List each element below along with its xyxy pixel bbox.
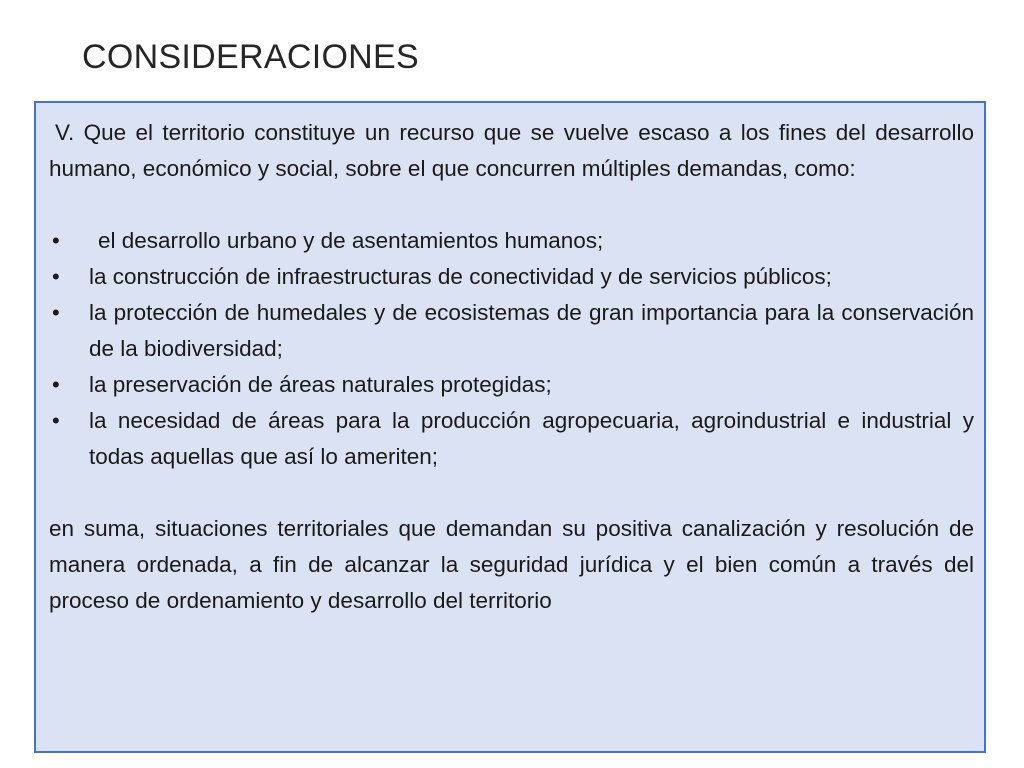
list-item-text: la necesidad de áreas para la producción agropecuaria, agroindustrial e industrial y todas aquellas que así lo ameriten;	[89, 408, 974, 469]
bullet-icon: •	[52, 372, 60, 397]
bullet-icon: •	[52, 300, 60, 325]
list-item	[49, 367, 974, 403]
list-item	[49, 223, 974, 259]
list-item-text: la preservación de áreas naturales protegidas;	[89, 372, 552, 397]
conclusion-paragraph: en suma, situaciones territoriales que demandan su positiva canalización y resolución de manera ordenada, a fin de alcanzar la seguridad jurídica y el bien común a través del proceso de ordenamiento y desarrollo del territorio	[49, 516, 974, 613]
list-item	[49, 295, 974, 367]
list-item-text: la protección de humedales y de ecosistemas de gran importancia para la conservación de la biodiversidad;	[89, 300, 974, 361]
list-item	[49, 259, 974, 295]
paragraph-spacer	[49, 475, 974, 511]
list-item-text: la construcción de infraestructuras de conectividad y de servicios públicos;	[89, 264, 832, 289]
demands-list	[49, 223, 974, 475]
bullet-icon: •	[52, 264, 60, 289]
intro-paragraph: V. Que el territorio constituye un recurso que se vuelve escaso a los fines del desarrollo humano, económico y social, sobre el que concurren múltiples demandas, como:	[49, 120, 974, 181]
bullet-icon: •	[52, 228, 60, 253]
paragraph-spacer	[49, 187, 974, 223]
bullet-icon: •	[52, 408, 60, 433]
list-item-text: el desarrollo urbano y de asentamientos humanos;	[98, 228, 604, 253]
content-box	[34, 101, 986, 753]
list-item	[49, 403, 974, 475]
slide-title: CONSIDERACIONES	[82, 38, 419, 76]
